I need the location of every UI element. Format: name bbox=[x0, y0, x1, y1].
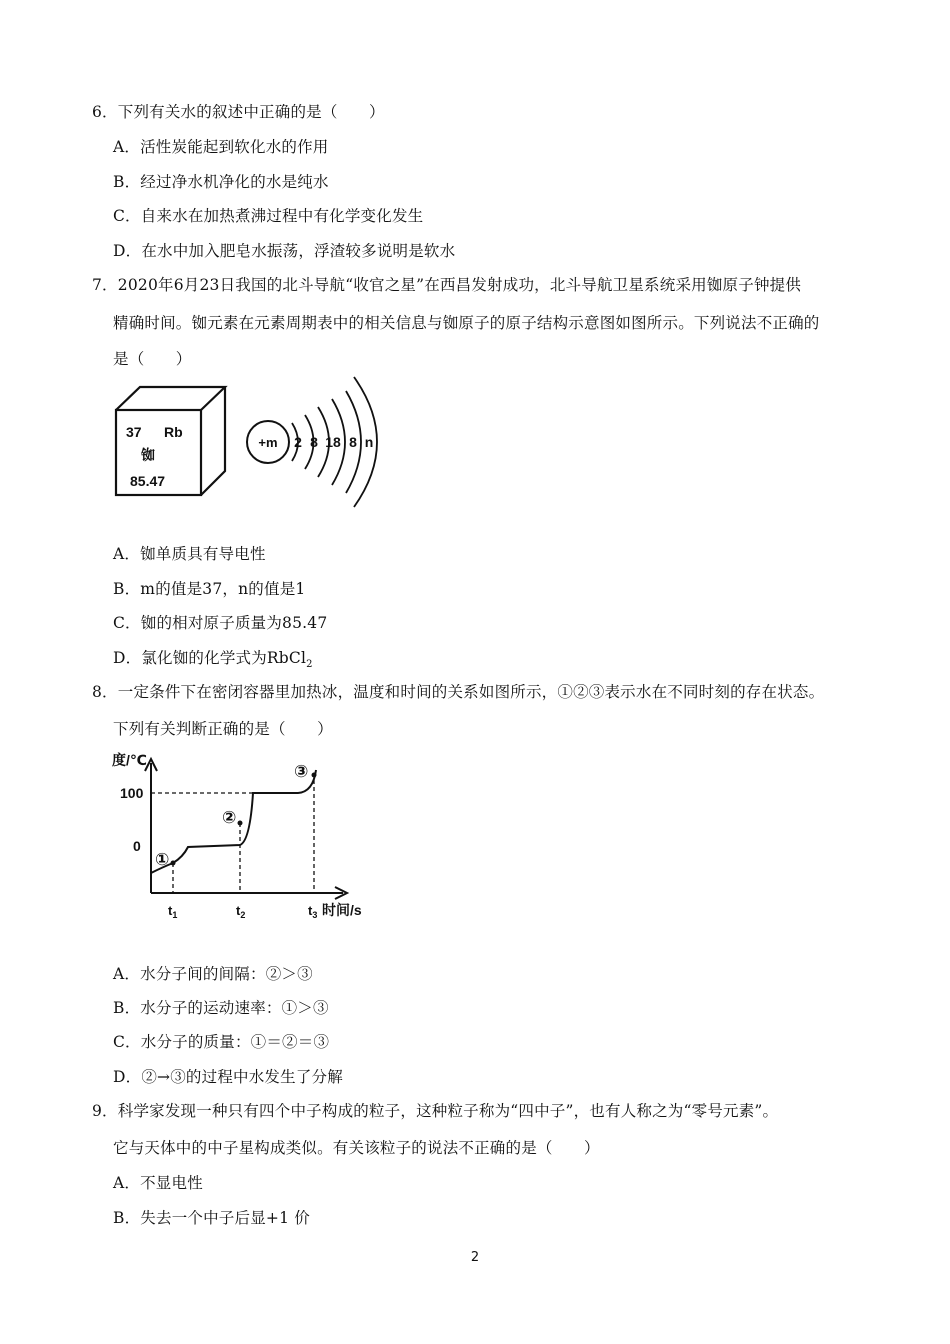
shell-count-2: 8 bbox=[310, 434, 318, 450]
shell-count-3: 18 bbox=[325, 434, 341, 450]
x-axis-label: 时间/s bbox=[322, 902, 362, 918]
q6-option-a: A．活性炭能起到软化水的作用 bbox=[113, 138, 329, 156]
q8-option-b: B．水分子的运动速率：①＞③ bbox=[113, 999, 329, 1017]
element-name: 铷 bbox=[141, 447, 155, 463]
q8-option-a: A．水分子间的间隔：②＞③ bbox=[113, 965, 313, 983]
x-tick-t2: $t_2$ bbox=[236, 903, 246, 920]
y-tick-0: 0 bbox=[133, 838, 141, 854]
x-tick-t1: $t_1$ bbox=[168, 903, 178, 920]
q8-option-d: D．②→③的过程中水发生了分解 bbox=[113, 1068, 343, 1086]
marker-2: ② bbox=[222, 808, 237, 827]
nucleus-charge: +m bbox=[258, 435, 278, 450]
page-number: 2 bbox=[470, 1250, 480, 1265]
element-symbol: Rb bbox=[164, 424, 183, 440]
x-tick-t3: $t_3$ bbox=[308, 903, 318, 920]
q8-stem-line-2: 下列有关判断正确的是（ ） bbox=[113, 720, 333, 738]
q7-option-b: B．m的值是37，n的值是1 bbox=[113, 580, 306, 598]
point-1 bbox=[171, 861, 176, 866]
q9-option-a: A．不显电性 bbox=[113, 1174, 203, 1192]
q6-stem: 6．下列有关水的叙述中正确的是（ ） bbox=[92, 103, 385, 121]
q6-option-b: B．经过净水机净化的水是纯水 bbox=[113, 173, 329, 191]
q9-stem-line-1: 9．科学家发现一种只有四个中子构成的粒子，这种粒子称为“四中子”，也有人称之为“零号元素”。 bbox=[92, 1102, 779, 1120]
q9-stem-line-2: 它与天体中的中子星构成类似。有关该粒子的说法不正确的是（ ） bbox=[113, 1139, 600, 1157]
dashed-guides bbox=[151, 780, 314, 893]
heating-curve-chart bbox=[108, 745, 388, 925]
q6-option-d: D．在水中加入肥皂水振荡，浮渣较多说明是软水 bbox=[113, 242, 456, 260]
element-atomic-mass: 85.47 bbox=[130, 473, 166, 489]
marker-1: ① bbox=[155, 850, 170, 869]
q7-option-c: C．铷的相对原子质量为85.47 bbox=[113, 614, 328, 632]
y-tick-100: 100 bbox=[120, 785, 144, 801]
q7-option-a: A．铷单质具有导电性 bbox=[113, 545, 266, 563]
q7-option-d-text: D．氯化铷的化学式为RbCl bbox=[113, 649, 307, 667]
point-2 bbox=[238, 821, 243, 826]
q8-stem-line-1: 8．一定条件下在密闭容器里加热冰，温度和时间的关系如图所示，①②③表示水在不同时刻的存在状态。 bbox=[92, 683, 825, 701]
q6-option-c: C．自来水在加热煮沸过程中有化学变化发生 bbox=[113, 207, 424, 225]
q7-stem-line-3: 是（ ） bbox=[113, 350, 192, 368]
point-3 bbox=[312, 773, 317, 778]
marker-3: ③ bbox=[294, 762, 309, 781]
q7-stem-line-1: 7．2020年6月23日我国的北斗导航“收官之星”在西昌发射成功，北斗导航卫星系统采用铷原子钟提供 bbox=[92, 276, 802, 294]
q7-option-d-subscript: 2 bbox=[306, 659, 313, 671]
q8-option-c: C．水分子的质量：①＝②＝③ bbox=[113, 1033, 330, 1051]
shell-count-1: 2 bbox=[294, 434, 302, 450]
q7-option-d bbox=[113, 646, 313, 670]
y-axis-label: 度/℃ bbox=[112, 752, 147, 768]
q7-stem-line-2: 精确时间。铷元素在元素周期表中的相关信息与铷原子的原子结构示意图如图所示。下列说法不正确的 bbox=[113, 314, 820, 332]
shell-count-4: 8 bbox=[349, 434, 357, 450]
rubidium-figure bbox=[110, 375, 390, 510]
shell-count-5: n bbox=[364, 434, 374, 450]
q9-option-b: B．失去一个中子后显+1 价 bbox=[113, 1209, 310, 1227]
chart-axes bbox=[145, 759, 347, 899]
element-atomic-number: 37 bbox=[126, 424, 142, 440]
